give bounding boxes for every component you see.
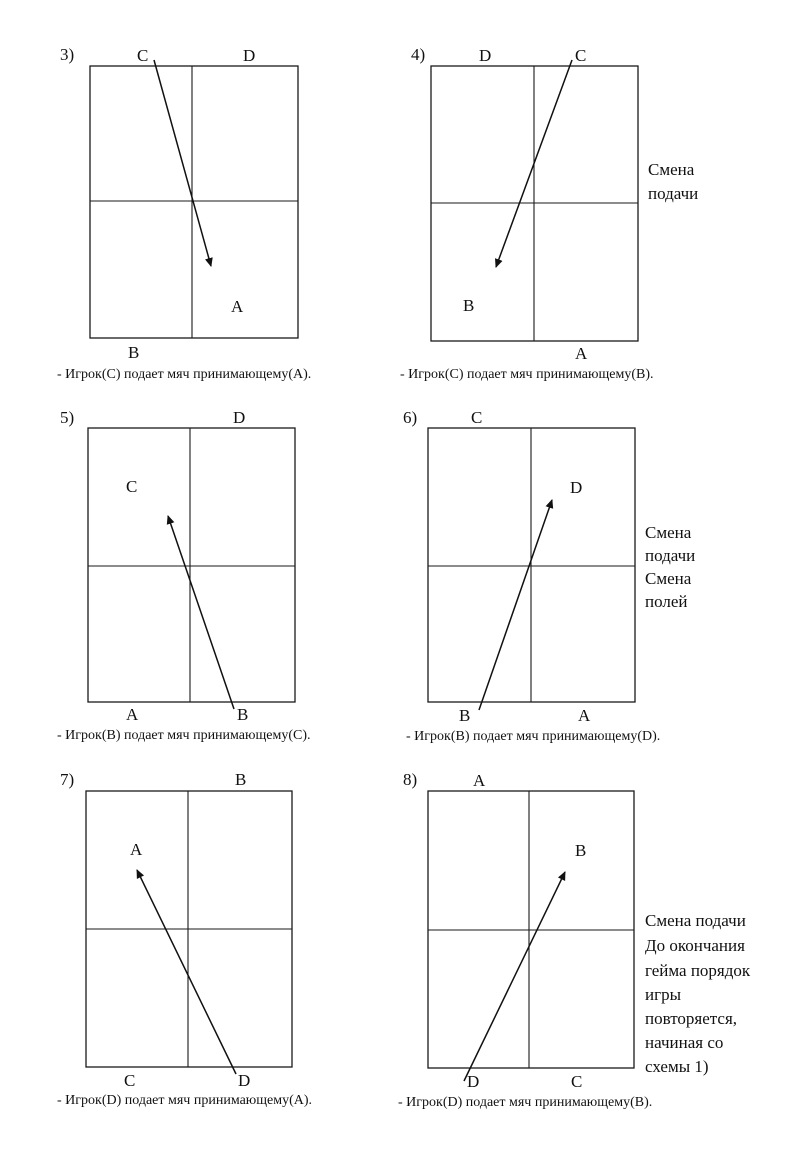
note-line: полей — [645, 592, 688, 611]
diagram-caption: - Игрок(C) подает мяч принимающему(B). — [400, 367, 654, 382]
diagram-7 — [57, 770, 312, 1108]
court — [88, 428, 295, 702]
player-label-inside: A — [130, 840, 143, 859]
note-line: повторяется, — [645, 1009, 738, 1028]
player-label-top-left: C — [471, 408, 483, 427]
side-note — [648, 160, 699, 203]
player-label-bottom-right: A — [578, 706, 591, 725]
player-label-inside: C — [126, 477, 138, 496]
note-line: Смена подачи — [645, 911, 746, 930]
diagram-number: 4) — [411, 45, 426, 64]
note-line: Смена — [645, 523, 692, 542]
player-label-top-right: B — [235, 770, 247, 789]
diagram-number: 3) — [60, 45, 75, 64]
serve-arrow — [479, 500, 552, 710]
diagram-5 — [57, 408, 311, 743]
player-label-bottom: A — [575, 344, 588, 363]
diagram-caption: - Игрок(D) подает мяч принимающему(A). — [57, 1093, 313, 1108]
player-label-inside: A — [231, 297, 244, 316]
player-label-inside: D — [570, 478, 583, 497]
player-label-inside: B — [463, 296, 475, 315]
player-label-bottom: B — [128, 343, 140, 362]
note-line: игры — [645, 985, 681, 1004]
serve-arrow — [168, 516, 234, 709]
diagram-caption: - Игрок(B) подает мяч принимающему(C). — [57, 728, 311, 743]
player-label-bottom-right: D — [238, 1071, 251, 1090]
player-label-bottom-left: A — [126, 705, 139, 724]
player-label-bottom-right: B — [237, 705, 249, 724]
player-label-bottom-left: C — [124, 1071, 136, 1090]
player-label-bottom-left: B — [459, 706, 471, 725]
note-line: схемы 1) — [645, 1057, 709, 1076]
side-note — [645, 523, 700, 611]
diagram-number: 8) — [403, 770, 418, 789]
diagram-8 — [398, 770, 754, 1110]
note-line: До окончания — [645, 936, 745, 955]
serve-arrow — [137, 870, 236, 1074]
diagram-number: 7) — [60, 770, 75, 789]
diagram-6 — [403, 408, 700, 744]
side-note — [645, 911, 754, 1076]
player-label-top-left: D — [479, 46, 492, 65]
player-label-inside: B — [575, 841, 587, 860]
diagram-caption: - Игрок(C) подает мяч принимающему(A). — [57, 367, 312, 382]
note-line: Смена — [648, 160, 695, 179]
diagram-3 — [57, 45, 311, 382]
player-label-top-right: D — [243, 46, 256, 65]
note-line: гейма порядок — [645, 961, 751, 980]
diagram-caption: - Игрок(D) подает мяч принимающему(B). — [398, 1095, 653, 1110]
serve-arrow — [154, 60, 211, 266]
player-label-bottom-left: D — [467, 1072, 480, 1091]
diagram-number: 5) — [60, 408, 75, 427]
diagram-4 — [400, 45, 699, 382]
player-label-top-left: A — [473, 771, 486, 790]
note-line: начиная со — [645, 1033, 724, 1052]
diagram-number: 6) — [403, 408, 418, 427]
player-label-top-right: D — [233, 408, 246, 427]
serve-arrow — [464, 872, 565, 1081]
player-label-top-right: C — [575, 46, 587, 65]
note-line: подачи — [648, 184, 699, 203]
note-line: Смена — [645, 569, 692, 588]
player-label-top-left: C — [137, 46, 149, 65]
diagram-caption: - Игрок(B) подает мяч принимающему(D). — [406, 729, 661, 744]
note-line: подачи — [645, 546, 696, 565]
player-label-bottom-right: C — [571, 1072, 583, 1091]
